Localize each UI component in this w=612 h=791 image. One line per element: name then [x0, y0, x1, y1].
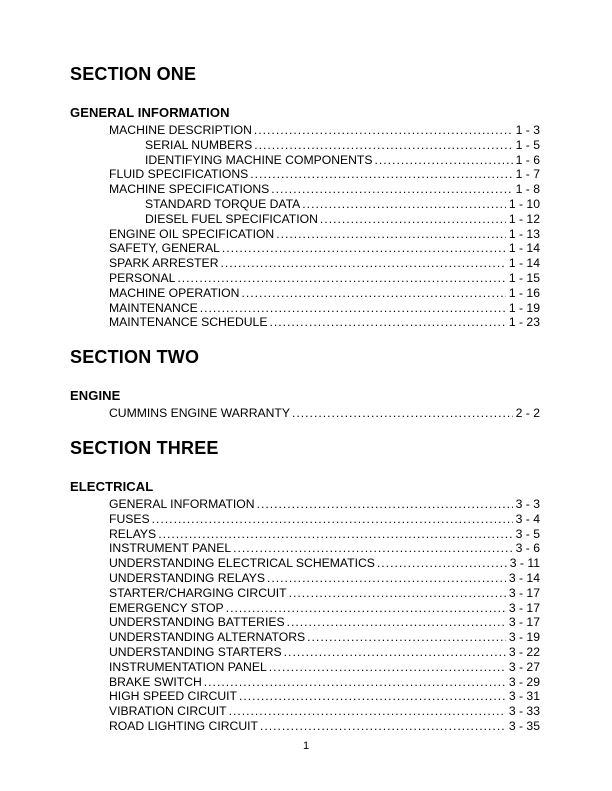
toc-entry-label: MACHINE SPECIFICATIONS: [109, 182, 270, 197]
toc-entry-label: IDENTIFYING MACHINE COMPONENTS: [145, 152, 373, 167]
dot-leader: [241, 286, 505, 301]
toc-entry-page: 3 - 17: [508, 600, 540, 615]
toc-entry-page: 1 - 5: [515, 137, 540, 152]
dot-leader: [200, 301, 506, 316]
toc-entry: [70, 704, 540, 719]
toc-entry: [70, 615, 540, 630]
toc-entry-page: 1 - 14: [508, 256, 540, 271]
toc-entry-label: STARTER/CHARGING CIRCUIT: [109, 585, 287, 600]
toc-entry: [70, 315, 540, 330]
toc-entry-label: INSTRUMENT PANEL: [109, 541, 232, 556]
toc-section: [70, 347, 540, 421]
section-title: SECTION THREE: [70, 437, 219, 458]
toc-entry: [70, 689, 540, 704]
toc-entry-label: UNDERSTANDING ELECTRICAL SCHEMATICS: [109, 556, 375, 571]
dot-leader: [377, 556, 507, 571]
dot-leader: [284, 645, 506, 660]
toc-entry-label: UNDERSTANDING BATTERIES: [109, 615, 285, 630]
toc-entry: [70, 241, 540, 256]
toc-entry-page: 3 - 14: [508, 570, 540, 585]
toc-entry-page: 1 - 3: [515, 123, 540, 137]
toc-entry-page: 3 - 19: [508, 630, 540, 645]
toc-entry-page: 3 - 17: [508, 585, 540, 600]
dot-leader: [222, 241, 506, 256]
section-subtitle: ELECTRICAL: [70, 478, 154, 494]
toc-entry-label: MACHINE DESCRIPTION: [109, 123, 252, 137]
toc-entry: [70, 406, 540, 421]
toc-entry-page: 1 - 7: [515, 167, 540, 182]
dot-leader: [226, 601, 506, 616]
toc-entry-label: SERIAL NUMBERS: [145, 137, 253, 152]
toc-entry-page: 1 - 8: [515, 182, 540, 197]
toc-entry: [70, 719, 540, 734]
dot-leader: [260, 719, 506, 734]
toc-entry: [70, 197, 540, 212]
toc-entry-label: PERSONAL: [109, 270, 176, 285]
toc-entry-page: 3 - 4: [515, 511, 540, 526]
dot-leader: [320, 212, 506, 227]
toc-entry: [70, 660, 540, 675]
toc-entry-label: INSTRUMENTATION PANEL: [109, 659, 267, 674]
toc-entry: [70, 123, 540, 138]
toc-entry: [70, 645, 540, 660]
toc-entry-label: HIGH SPEED CIRCUIT: [109, 689, 237, 704]
toc-entry-page: 3 - 6: [515, 541, 540, 556]
toc-entry-label: CUMMINS ENGINE WARRANTY: [109, 406, 291, 421]
dot-leader: [269, 660, 506, 675]
toc-entry-page: 1 - 23: [508, 315, 540, 330]
toc-entry: [70, 167, 540, 182]
toc-entry-label: UNDERSTANDING STARTERS: [109, 644, 282, 659]
toc-entry-label: MACHINE OPERATION: [109, 285, 240, 300]
toc-entry-page: 3 - 17: [508, 615, 540, 630]
section-title: SECTION ONE: [70, 64, 197, 84]
toc-entry-page: 1 - 10: [508, 196, 540, 211]
dot-leader: [287, 615, 506, 630]
section-title: SECTION TWO: [70, 347, 200, 368]
toc-entry-page: 1 - 13: [508, 226, 540, 241]
toc-entry: [70, 630, 540, 645]
dot-leader: [233, 541, 512, 556]
toc-entry-label: EMERGENCY STOP: [109, 600, 224, 615]
toc-entry-page: 3 - 29: [508, 674, 540, 689]
toc-entry-label: RELAYS: [109, 526, 157, 541]
toc-entry-page: 3 - 35: [508, 718, 540, 733]
toc-entry-page: 1 - 16: [508, 285, 540, 300]
dot-leader: [307, 630, 506, 645]
toc-entry-label: UNDERSTANDING RELAYS: [109, 570, 265, 585]
toc-entry: [70, 571, 540, 586]
toc-entry-page: 1 - 6: [515, 152, 540, 167]
toc-entry-label: DIESEL FUEL SPECIFICATION: [145, 211, 318, 226]
dot-leader: [302, 197, 506, 212]
toc-entry: [70, 512, 540, 527]
dot-leader: [267, 571, 506, 586]
toc-entry-label: MAINTENANCE SCHEDULE: [109, 315, 268, 330]
toc-entry-page: 3 - 11: [509, 556, 540, 571]
section-entries: [70, 497, 540, 734]
section-subtitle: ENGINE: [70, 388, 121, 404]
toc-entry-page: 3 - 33: [508, 704, 540, 719]
dot-leader: [152, 512, 513, 527]
toc-entry-page: 3 - 31: [508, 689, 540, 704]
dot-leader: [250, 167, 512, 182]
toc-entry-label: MAINTENANCE: [109, 300, 198, 315]
page-number: 1: [302, 740, 310, 752]
dot-leader: [239, 689, 506, 704]
toc-entry: [70, 601, 540, 616]
toc-entry: [70, 153, 540, 168]
dot-leader: [276, 227, 506, 242]
toc-entry-label: SPARK ARRESTER: [109, 256, 219, 271]
toc-entry: [70, 301, 540, 316]
toc-entry: [70, 256, 540, 271]
toc-entry-label: FUSES: [109, 511, 150, 526]
toc-section: [70, 438, 540, 734]
table-of-contents: [70, 64, 540, 734]
toc-entry-page: 3 - 5: [515, 526, 540, 541]
toc-entry-label: GENERAL INFORMATION: [109, 496, 255, 511]
toc-entry-label: ROAD LIGHTING CIRCUIT: [109, 718, 258, 733]
toc-entry-page: 1 - 15: [508, 270, 540, 285]
dot-leader: [271, 182, 512, 197]
toc-entry-label: SAFETY, GENERAL: [109, 241, 220, 256]
toc-entry: [70, 675, 540, 690]
toc-entry-label: STANDARD TORQUE DATA: [145, 196, 301, 211]
toc-entry: [70, 586, 540, 601]
toc-entry-page: 2 - 2: [515, 406, 540, 421]
toc-entry: [70, 497, 540, 512]
dot-leader: [254, 123, 513, 138]
dot-leader: [375, 153, 513, 168]
section-subtitle: GENERAL INFORMATION: [70, 105, 230, 120]
toc-entry-label: VIBRATION CIRCUIT: [109, 704, 227, 719]
toc-entry-label: BRAKE SWITCH: [109, 674, 202, 689]
toc-entry-page: 1 - 19: [508, 300, 540, 315]
toc-entry: [70, 541, 540, 556]
dot-leader: [289, 586, 506, 601]
toc-entry-page: 3 - 27: [508, 659, 540, 674]
dot-leader: [292, 406, 513, 421]
section-entries: [70, 123, 540, 330]
dot-leader: [257, 497, 513, 512]
section-entries: [70, 406, 540, 421]
page-footer: [0, 740, 612, 753]
dot-leader: [254, 138, 512, 153]
toc-entry: [70, 286, 540, 301]
dot-leader: [269, 315, 505, 330]
toc-entry-label: UNDERSTANDING ALTERNATORS: [109, 630, 306, 645]
toc-entry: [70, 271, 540, 286]
toc-entry-label: FLUID SPECIFICATIONS: [109, 167, 249, 182]
dot-leader: [158, 527, 512, 542]
toc-entry-page: 3 - 22: [508, 644, 540, 659]
toc-entry-page: 1 - 12: [508, 211, 540, 226]
dot-leader: [204, 675, 506, 690]
toc-entry: [70, 212, 540, 227]
toc-entry: [70, 556, 540, 571]
dot-leader: [221, 256, 506, 271]
toc-entry-page: 1 - 14: [508, 241, 540, 256]
toc-entry: [70, 527, 540, 542]
toc-entry: [70, 138, 540, 153]
toc-entry: [70, 182, 540, 197]
toc-entry-page: 3 - 3: [515, 496, 540, 511]
dot-leader: [229, 704, 506, 719]
toc-entry: [70, 227, 540, 242]
toc-entry-label: ENGINE OIL SPECIFICATION: [109, 226, 275, 241]
dot-leader: [177, 271, 505, 286]
toc-section: [70, 64, 540, 330]
